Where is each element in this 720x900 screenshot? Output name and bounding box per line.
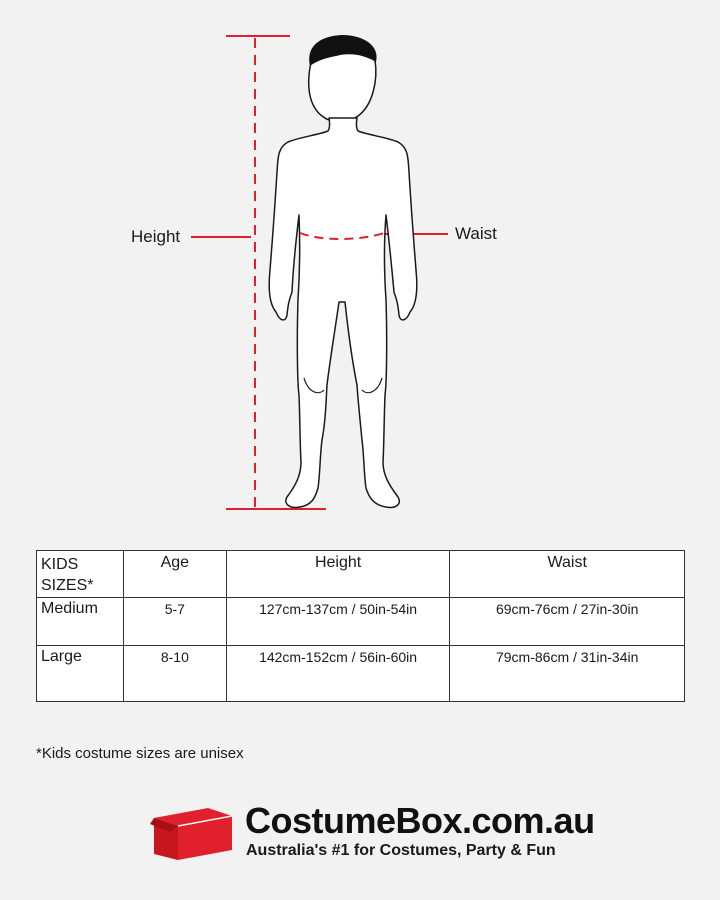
height-label: Height [131, 227, 181, 246]
table-row [37, 646, 685, 702]
waist-cell: 69cm-76cm / 27in-30in [450, 598, 685, 646]
table-header-row [37, 551, 685, 598]
brand-logo [150, 800, 595, 870]
size-name-cell: Medium [37, 598, 124, 646]
waist-cell: 79cm-86cm / 31in-34in [450, 646, 685, 702]
size-name-cell: Large [37, 646, 124, 702]
header-waist: Waist [450, 551, 685, 598]
age-cell: 5-7 [123, 598, 226, 646]
waist-label: Waist [455, 224, 497, 243]
header-age: Age [123, 551, 226, 598]
brand-tagline: Australia's #1 for Costumes, Party & Fun [246, 842, 556, 859]
brand-name: CostumeBox.com.au [245, 800, 595, 841]
age-cell: 8-10 [123, 646, 226, 702]
height-cell: 142cm-152cm / 56in-60in [226, 646, 450, 702]
height-cell: 127cm-137cm / 50in-54in [226, 598, 450, 646]
table-row [37, 598, 685, 646]
costume-box-icon [150, 802, 234, 862]
footnote: *Kids costume sizes are unisex [36, 745, 244, 762]
size-chart-table [36, 550, 685, 702]
header-height: Height [226, 551, 450, 598]
header-kids-sizes: KIDS SIZES* [37, 551, 124, 598]
